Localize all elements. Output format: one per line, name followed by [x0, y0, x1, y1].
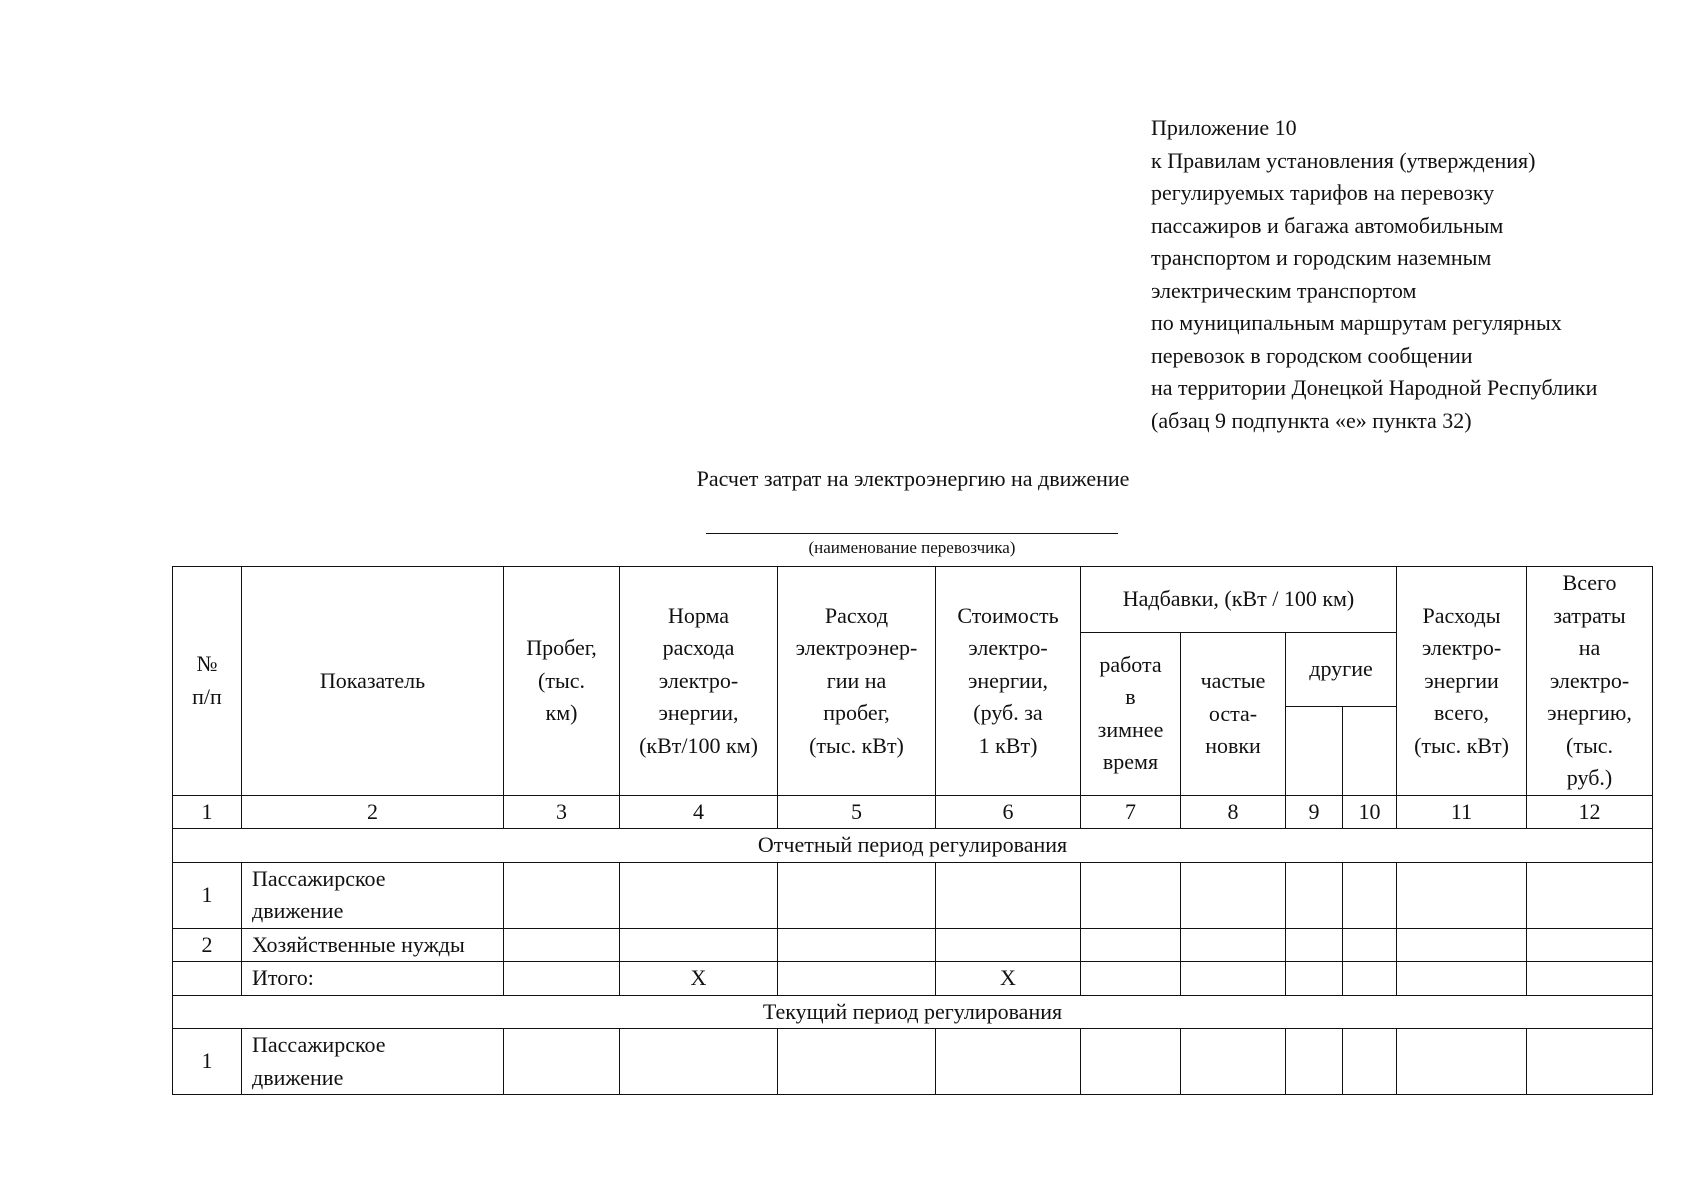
- table-cell[interactable]: [1286, 862, 1343, 928]
- table-cell[interactable]: [1527, 962, 1653, 996]
- header-other: другие: [1286, 633, 1397, 707]
- table-cell[interactable]: [620, 1029, 778, 1095]
- row-number: 1: [173, 1029, 242, 1095]
- table-row-total: [173, 962, 1653, 996]
- header-winter: работа в зимнее время: [1081, 633, 1181, 796]
- table-cell[interactable]: [1181, 862, 1286, 928]
- row-number: [173, 962, 242, 996]
- column-number: 10: [1343, 795, 1397, 829]
- table-cell[interactable]: [1397, 1029, 1527, 1095]
- row-number: 1: [173, 862, 242, 928]
- table-cell[interactable]: [1343, 862, 1397, 928]
- header-total-consumption: Расходы электро- энергии всего, (тыс. кВт): [1397, 567, 1527, 796]
- table-cell[interactable]: [504, 962, 620, 996]
- header-num: № п/п: [173, 567, 242, 796]
- appendix-block: [1151, 112, 1597, 437]
- table-row: [173, 862, 1653, 928]
- header-other-sub-1: [1286, 706, 1343, 795]
- table-cell[interactable]: [1181, 962, 1286, 996]
- table-cell[interactable]: [778, 962, 936, 996]
- table-cell[interactable]: [1181, 1029, 1286, 1095]
- appendix-line: электрическим транспортом: [1151, 277, 1417, 303]
- table-cell[interactable]: [936, 928, 1081, 962]
- table-cell: Х: [936, 962, 1081, 996]
- energy-cost-table: [172, 566, 1653, 1095]
- section-title: Текущий период регулирования: [173, 995, 1653, 1029]
- row-indicator: Пассажирское движение: [242, 862, 504, 928]
- table-cell[interactable]: [1081, 928, 1181, 962]
- column-number: 7: [1081, 795, 1181, 829]
- column-number: 6: [936, 795, 1081, 829]
- column-number: 11: [1397, 795, 1527, 829]
- table-cell[interactable]: [778, 1029, 936, 1095]
- column-number: 12: [1527, 795, 1653, 829]
- column-number: 1: [173, 795, 242, 829]
- header-total-cost: Всего затраты на электро- энергию, (тыс. руб.): [1527, 567, 1653, 796]
- table-cell[interactable]: [1181, 928, 1286, 962]
- header-mileage: Пробег, (тыс. км): [504, 567, 620, 796]
- table-cell[interactable]: [1343, 928, 1397, 962]
- section-row-reporting: [173, 829, 1653, 863]
- table-cell[interactable]: [1286, 962, 1343, 996]
- table-cell[interactable]: [1286, 928, 1343, 962]
- table-cell[interactable]: [1081, 1029, 1181, 1095]
- carrier-caption: (наименование перевозчика): [808, 538, 1016, 557]
- appendix-line: транспортом и городским наземным: [1151, 245, 1492, 270]
- appendix-line: пассажиров и багажа автомобильным: [1151, 212, 1504, 238]
- header-indicator: Показатель: [242, 567, 504, 796]
- appendix-line: перевозок в городском сообщении: [1151, 342, 1473, 368]
- row-number: 2: [173, 928, 242, 962]
- carrier-name-line[interactable]: [706, 533, 1118, 534]
- column-number: 2: [242, 795, 504, 829]
- row-indicator: Пассажирское движение: [242, 1029, 504, 1095]
- header-norm: Норма расхода электро- энергии, (кВт/100 км): [620, 567, 778, 796]
- appendix-line: по муниципальным маршрутам регулярных: [1151, 310, 1562, 335]
- header-other-sub-2: [1343, 706, 1397, 795]
- table-cell[interactable]: [1397, 962, 1527, 996]
- table-cell[interactable]: [1527, 928, 1653, 962]
- table-cell[interactable]: [1343, 962, 1397, 996]
- table-cell[interactable]: [1397, 862, 1527, 928]
- table-cell[interactable]: [1527, 1029, 1653, 1095]
- table-cell[interactable]: [620, 862, 778, 928]
- section-title: Отчетный период регулирования: [173, 829, 1653, 863]
- appendix-line: (абзац 9 подпункта «е» пункта 32): [1151, 407, 1472, 433]
- appendix-line: к Правилам установления (утверждения): [1151, 147, 1536, 173]
- table-cell[interactable]: [620, 928, 778, 962]
- table-cell: Х: [620, 962, 778, 996]
- document-title: Расчет затрат на электроэнергию на движение: [696, 466, 1130, 491]
- table-row: [173, 1029, 1653, 1095]
- section-row-current: [173, 995, 1653, 1029]
- header-surcharges: Надбавки, (кВт / 100 км): [1081, 567, 1397, 633]
- table-cell[interactable]: [1286, 1029, 1343, 1095]
- table-cell[interactable]: [778, 928, 936, 962]
- table-cell[interactable]: [1081, 962, 1181, 996]
- column-number: 5: [778, 795, 936, 829]
- appendix-line: Приложение 10: [1151, 115, 1297, 140]
- column-number: 4: [620, 795, 778, 829]
- appendix-line: регулируемых тарифов на перевозку: [1151, 180, 1495, 205]
- appendix-line: на территории Донецкой Народной Республики: [1151, 375, 1598, 400]
- table-cell[interactable]: [1081, 862, 1181, 928]
- header-consumption: Расход электроэнер- гии на пробег, (тыс. кВт): [778, 567, 936, 796]
- table-cell[interactable]: [1527, 862, 1653, 928]
- column-numbers-row: [173, 795, 1653, 829]
- header-stops: частые оста- новки: [1181, 633, 1286, 796]
- table-cell[interactable]: [936, 862, 1081, 928]
- header-cost: Стоимость электро- энергии, (руб. за 1 кВт): [936, 567, 1081, 796]
- table-cell[interactable]: [504, 862, 620, 928]
- table-cell[interactable]: [1397, 928, 1527, 962]
- row-indicator: Итого:: [242, 962, 504, 996]
- table-cell[interactable]: [1343, 1029, 1397, 1095]
- table-cell[interactable]: [504, 1029, 620, 1095]
- table-cell[interactable]: [778, 862, 936, 928]
- column-number: 3: [504, 795, 620, 829]
- column-number: 9: [1286, 795, 1343, 829]
- table-cell[interactable]: [936, 1029, 1081, 1095]
- table-row: [173, 928, 1653, 962]
- table-cell[interactable]: [504, 928, 620, 962]
- row-indicator: Хозяйственные нужды: [242, 928, 504, 962]
- column-number: 8: [1181, 795, 1286, 829]
